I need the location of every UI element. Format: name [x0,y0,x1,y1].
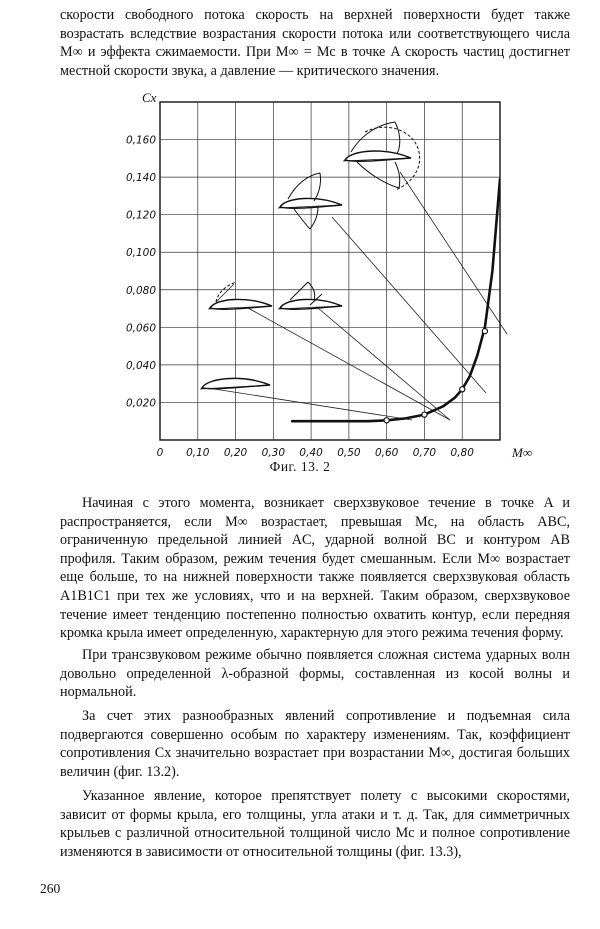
x-tick-label: 0,50 [337,447,361,459]
y-tick-label: 0,100 [125,247,156,260]
airfoil-figure-1 [200,378,270,389]
curve-marker [384,418,389,423]
paragraph-2: При трансзвуковом режиме обычно появляется сложная система ударных волн довольно определенной λ-образной формы, составленная из косой волны и нормальной. [60,647,570,701]
x-tick-label: 0,80 [450,447,474,459]
paragraph-1: Начиная с этого момента, возникает сверхзвуковое течение в точке A и распространяется, если M∞ возрастает, превышая Mc, на область ABC, ограниченную предельной линией AC, ударной волной BC и контуром AB профиля. Таким образом, режим течения будет смешанным. Если M∞ возрастает еще больше, то на нижней поверхности также появляется сверхзвуковая область A1B1C1 при тех же условиях, что и на верхней. Таким образом, сверхзвуковое течение имеет тенденцию постепенно полностью охватить контур, если передняя кромка крыла имеет определенную, характерную для этого режима течения форму. [60,495,570,642]
y-tick-label: 0,120 [125,209,156,222]
leader-line-1 [208,388,412,420]
page-number: 260 [40,881,61,896]
y-tick-label: 0,020 [125,397,156,410]
chart-grid [160,102,500,440]
y-tick-labels [126,135,156,410]
y-tick-label: 0,160 [125,134,156,147]
curve-marker [460,387,465,392]
top-paragraph: скорости свободного потока скорость на верхней поверхности будет также возрастать вследствие возрастания скорости потока или соответствующего числа M∞ и эффекта сжимаемости. При M∞ = Mc в точке A скорость частиц достигнет местной скорости звука, а давление — критического значения. [60,7,570,79]
leader-line-5 [400,172,507,334]
leader-line-3 [318,308,450,420]
y-tick-label: 0,140 [125,172,156,185]
paragraph-3: За счет этих разнообразных явлений сопротивление и подъемная сила подвергаются совершенно особым по характеру изменениям. Так, коэффициент сопротивления Cx значительно возрастает при возрастании M∞, достигая больших величин (фиг. 13.2). [60,708,570,780]
cx-mach-chart [125,90,533,460]
x-tick-label: 0,30 [261,447,286,459]
y-tick-label: 0,060 [125,322,156,335]
curve-marker [422,412,427,417]
paragraph-4: Указанное явление, которое препятствует полету с высокими скоростями, зависит от формы крыла, его толщины, угла атаки и т. д. Так, для симметричных крыльев с различной относительной толщиной число Mc и полное сопротивление изменяются в зависимости от относительной толщины (фиг. 13.3), [60,788,570,860]
x-tick-label: 0 [156,447,164,459]
airfoil-figure-3 [278,282,342,309]
airfoil-figure-2 [208,282,272,309]
y-axis-label: Cx [142,90,157,105]
figure-caption: Фиг. 13. 2 [269,459,331,474]
x-tick-labels [157,447,475,459]
y-tick-label: 0,040 [125,359,156,372]
airfoil-figure-5 [343,122,420,190]
x-tick-label: 0,60 [374,447,399,459]
y-tick-label: 0,080 [125,284,156,297]
leader-line-4 [332,217,486,393]
x-tick-label: 0,20 [223,447,248,459]
x-tick-label: 0,40 [299,447,323,459]
x-axis-label: M∞ [512,445,533,460]
x-tick-label: 0,70 [412,447,437,459]
x-tick-label: 0,10 [186,447,210,459]
curve-marker [482,328,487,333]
plot-frame [160,102,500,440]
airfoil-figure-4 [278,173,342,229]
